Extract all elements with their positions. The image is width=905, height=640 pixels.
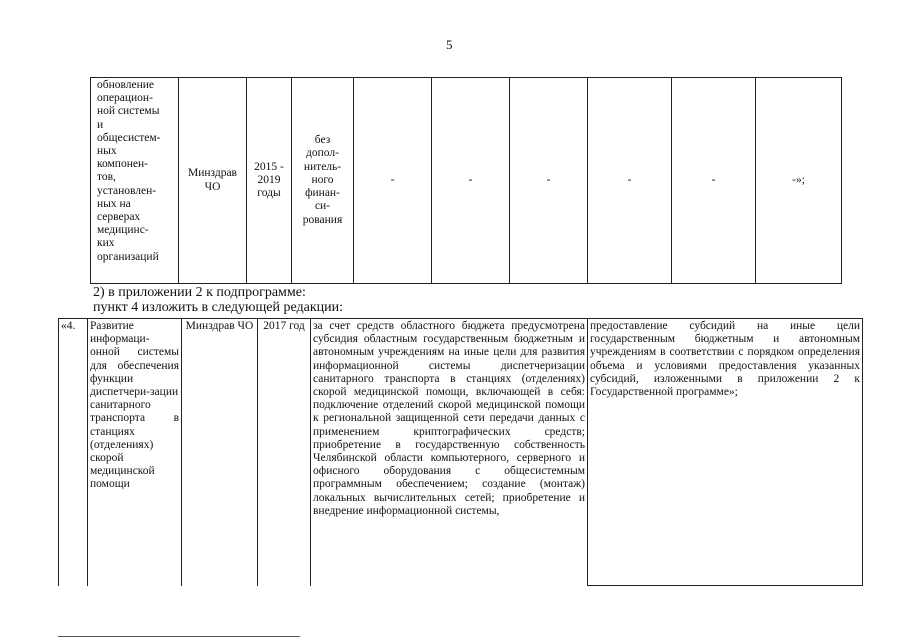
measure-name-line: обновление: [97, 79, 155, 91]
period-cell: 2017 год: [258, 319, 311, 586]
funding-line: нитель-: [303, 160, 342, 173]
footnote-separator: [58, 636, 300, 637]
measure-name-line: ных: [97, 145, 117, 158]
funding-line: ного: [311, 173, 334, 186]
funding-line: допол-: [306, 147, 339, 160]
measure-name-line: ных на: [97, 197, 131, 210]
measure-name-line: установлен-: [97, 184, 157, 197]
dash-cell: -: [354, 78, 432, 284]
measure-name-line: и: [97, 118, 104, 131]
measure-name-line: организаций: [97, 250, 159, 263]
funding-cell: [292, 78, 354, 284]
paragraph-appendix: 2) в приложении 2 к подпрограмме:: [93, 285, 306, 300]
period-cell: 2015 - 2019 годы: [247, 78, 292, 284]
measure-name-line: операцион-: [97, 92, 153, 105]
closing-cell: -»;: [756, 78, 842, 284]
measure-name-cell: [91, 78, 179, 284]
table-row: [91, 78, 842, 284]
table-continuation: [90, 77, 842, 284]
table-new-point-4: [58, 318, 863, 586]
result-cell: предоставление субсидий на иные цели государственным бюджетным и автономным учреждениям в соответствии с порядком определения объема и условиями предоставления указанных субсидий, изложенными в приложении 2 к Государственной программе»;: [588, 319, 863, 586]
paragraph-point-4: пункт 4 изложить в следующей редакции:: [93, 300, 343, 315]
measure-name-line: компонен-: [97, 158, 148, 171]
measure-name-line: тов,: [97, 171, 116, 184]
row-number-cell: «4.: [59, 319, 88, 586]
dash-cell: -: [588, 78, 672, 284]
measure-name-line: ких: [97, 237, 115, 250]
funding-cell: за счет средств областного бюджета предусмотрена субсидия областным государственным бюджетным и автономным учреждениям на иные цели для развития информационной системы диспетчеризации санитарного транспорта в станциях (отделениях) скорой медицинской помощи, включающей в себя: подключение отделений скорой медицинской помощи к региональной защищенной сети передачи данных с применением криптографических средств; приобретение в государственную собственность Челябинской области компьютерного, серверного и офисного оборудования с общесистемным программным обеспечением; создание (монтаж) локальных вычислительных сетей; приобретение и внедрение информационной системы,: [311, 319, 588, 586]
executor-cell: Минздрав ЧО: [179, 78, 247, 284]
measure-name-cell: Развитие информаци-онной системы для обеспечения функции диспетчери-зации санитарного транспорта в станциях (отделениях) скорой медицинской помощи: [88, 319, 182, 586]
funding-line: си-: [314, 200, 331, 213]
funding-line: рования: [302, 213, 343, 226]
executor-cell: Минздрав ЧО: [182, 319, 258, 586]
funding-line: финан-: [305, 187, 340, 200]
measure-name-line: ной системы: [97, 105, 160, 118]
page-number: 5: [446, 37, 453, 52]
measure-name-line: серверах: [97, 211, 141, 224]
dash-cell: -: [672, 78, 756, 284]
measure-name-line: общесистем-: [97, 131, 161, 144]
dash-cell: -: [432, 78, 510, 284]
measure-name-line: медицинс-: [97, 224, 149, 237]
dash-cell: -: [510, 78, 588, 284]
funding-line: без: [314, 134, 331, 147]
table-row: [59, 319, 863, 586]
